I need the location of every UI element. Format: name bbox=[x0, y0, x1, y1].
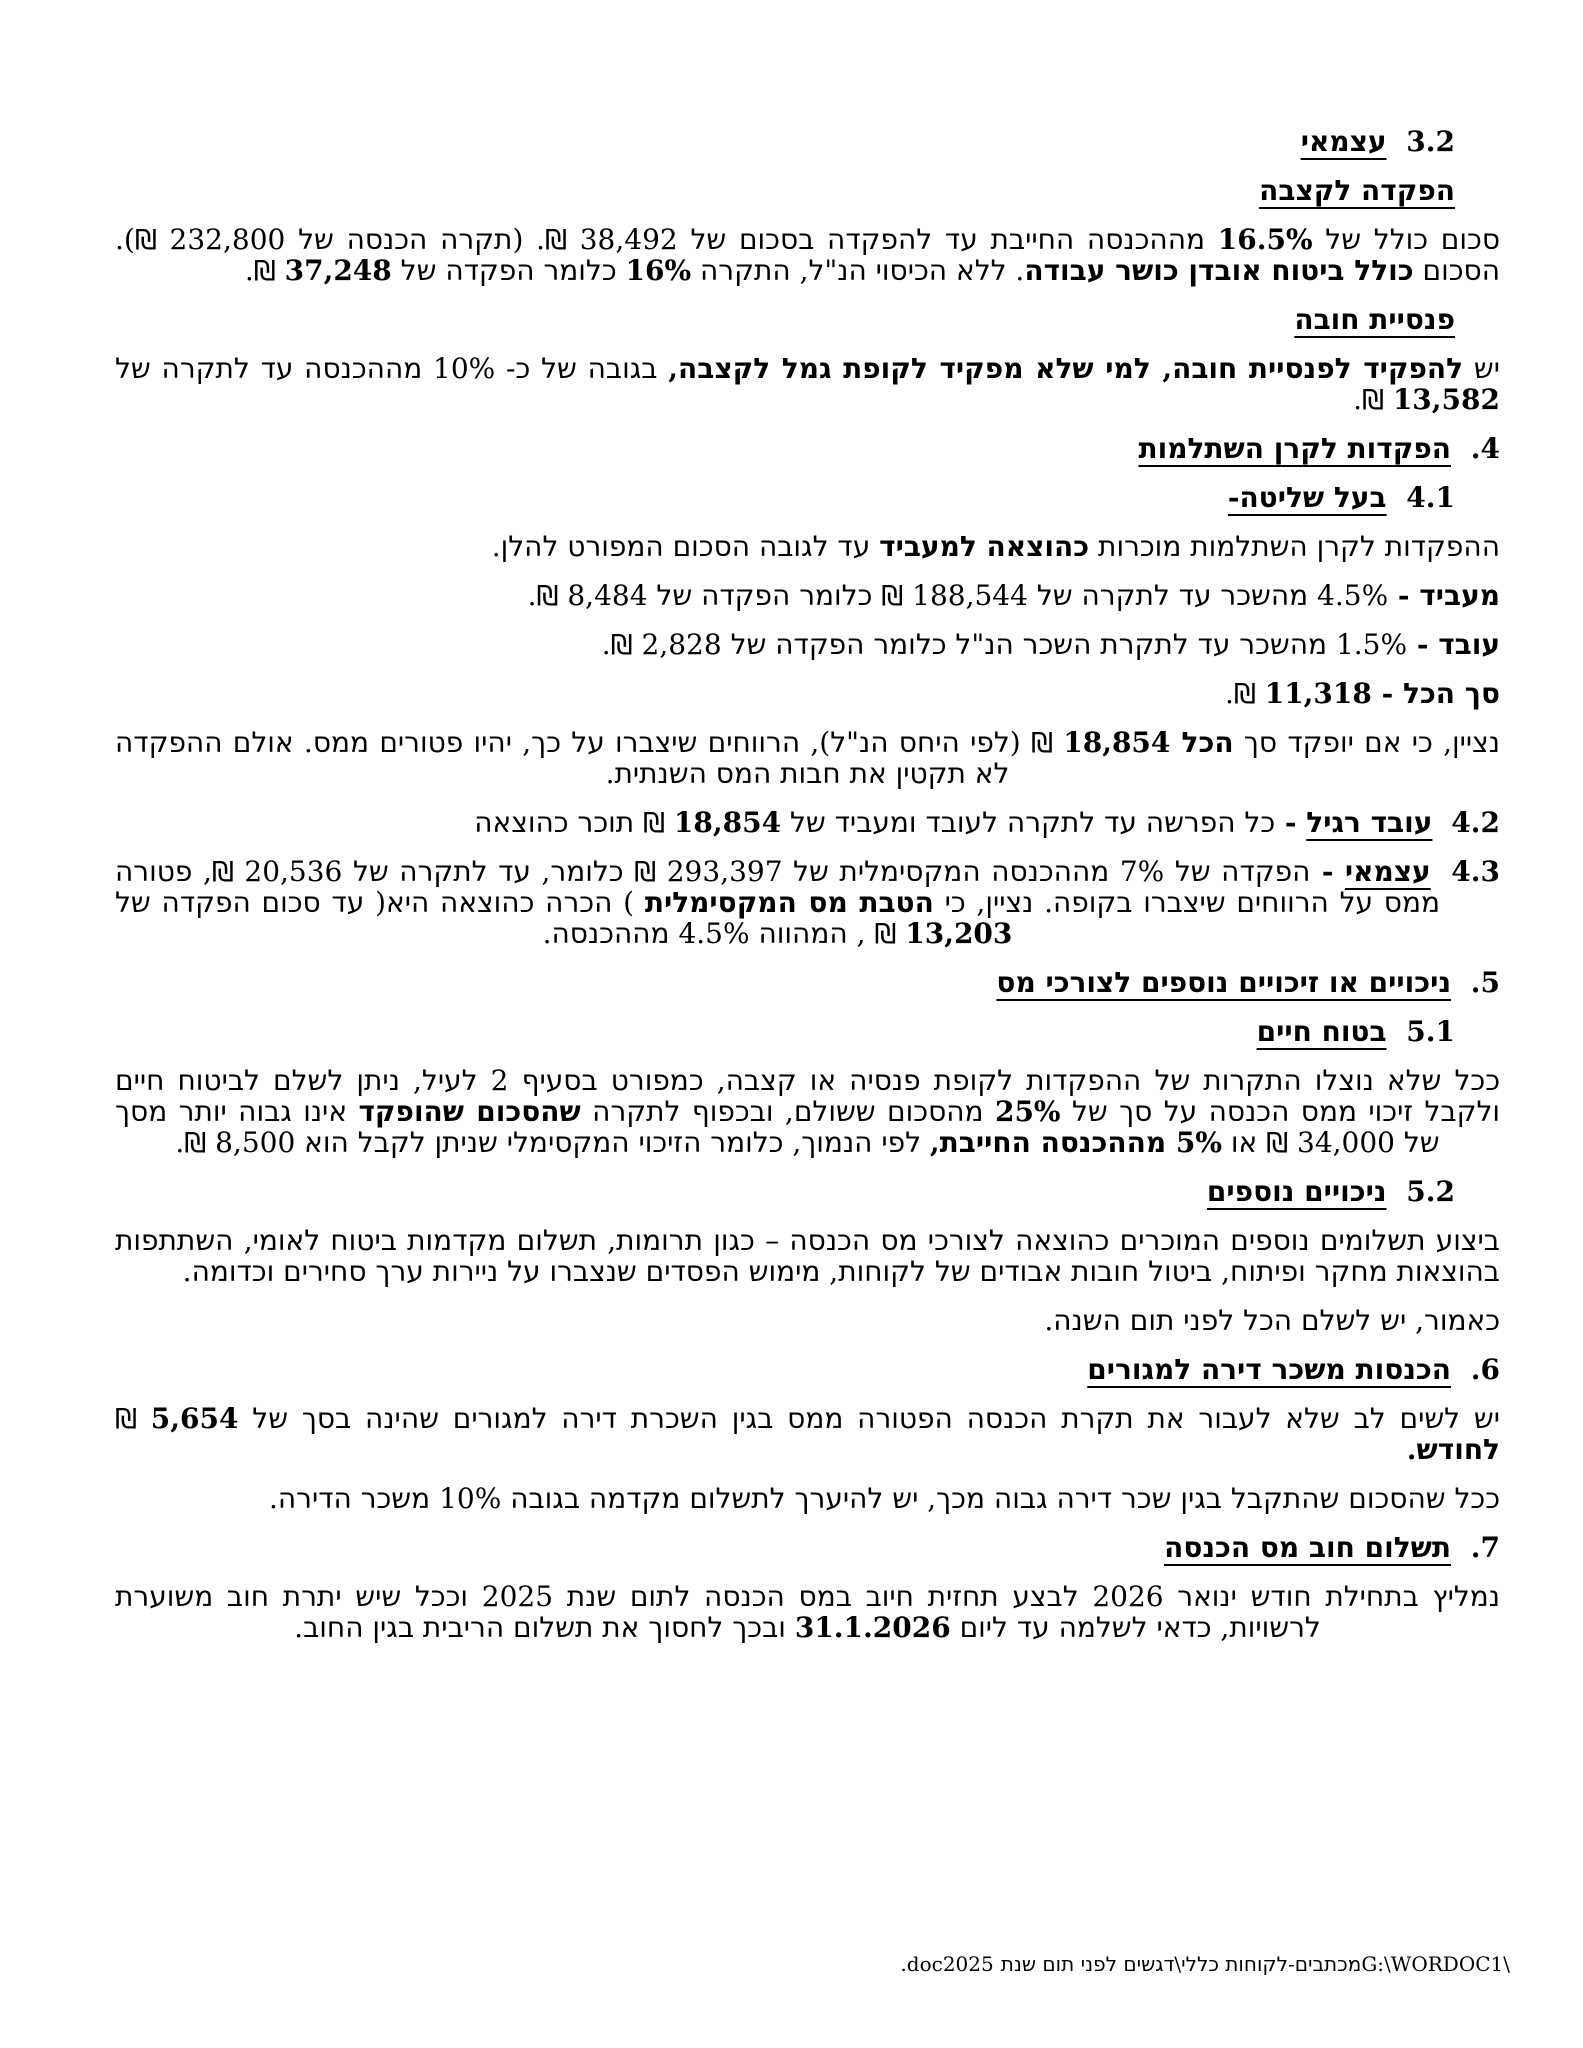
section-title: הפקדה לקצבה bbox=[1259, 174, 1455, 207]
paragraph-pay-before-year-end: כאמור, יש לשלם הכל לפני תום השנה. bbox=[1044, 1304, 1500, 1337]
paragraph-study-fund-intro: ההפקדות לקרן השתלמות מוכרות כהוצאה למעביד עד לגובה הסכום המפורט להלן. bbox=[491, 530, 1500, 563]
section-number: 6. bbox=[1470, 1353, 1500, 1386]
footer-path-prefix: G:\WORDOC1\ bbox=[1361, 1952, 1510, 1976]
line-employer-rate: מעביד - 4.5% מהשכר עד לתקרה של 188,544 ₪ כלומר הפקדה של 8,484 ₪. bbox=[527, 579, 1500, 612]
section-number: 3.2 bbox=[1406, 125, 1455, 158]
heading-5-1-life-insurance bbox=[115, 1016, 1455, 1047]
section-title: פנסיית חובה bbox=[1294, 303, 1455, 336]
heading-5-deductions-credits bbox=[115, 967, 1500, 998]
paragraph-rental-advance: ככל שהסכום שהתקבל בגין שכר דירה גבוה מכך, יש להיערך לתשלום מקדמה בגובה 10% משכר הדירה. bbox=[268, 1482, 1500, 1515]
heading-6-rental-income bbox=[115, 1354, 1500, 1385]
section-title: עצמאי bbox=[1300, 125, 1387, 158]
section-title: בעל שליטה- bbox=[1227, 481, 1387, 514]
footer-file-path bbox=[73, 1952, 1510, 1976]
heading-4-study-fund bbox=[115, 433, 1500, 464]
section-title: הפקדות לקרן השתלמות bbox=[1138, 432, 1452, 465]
heading-5-2-additional-deductions bbox=[115, 1176, 1455, 1207]
section-title: ניכויים נוספים bbox=[1206, 1175, 1387, 1208]
section-number: 4.3 bbox=[1451, 855, 1501, 888]
section-title: ניכויים או זיכויים נוספים לצורכי מס bbox=[996, 966, 1452, 999]
section-number: 5.1 bbox=[1406, 1015, 1455, 1048]
heading-3-2-self-employed bbox=[115, 126, 1455, 157]
paragraph-rental-income: יש לשים לב שלא לעבור את תקרת הכנסה הפטורה ממס בגין השכרת דירה למגורים שהינה בסך של 5,654 ₪ לחודש. bbox=[115, 1402, 1500, 1466]
paragraph-tax-debt: נמליץ בתחילת חודש ינואר 2026 לבצע תחזית חיוב במס הכנסה לתום שנת 2025 וככל שיש יתרת חוב משוערת לרשויות, כדאי לשלמה עד ליום 31.1.2026 ובכך לחסוך את תשלום הריבית בגין החוב. bbox=[115, 1580, 1500, 1644]
item-4-2-regular-employee: 4.2 עובד רגיל - כל הפרשה עד לתקרה לעובד ומעביד של 18,854 ₪ תוכר כהוצאה bbox=[474, 806, 1500, 839]
paragraph-pension-deposit: סכום כולל של 16.5% מההכנסה החייבת עד להפקדה בסכום של 38,492 ₪. (תקרה הכנסה של 232,800 ₪). הסכום כולל ביטוח אובדן כושר עבודה. ללא הכיסוי הנ"ל, התקרה 16% כלומר הפקדה של 37,248 ₪. bbox=[115, 223, 1500, 287]
heading-7-income-tax-debt bbox=[115, 1532, 1500, 1563]
section-number: 4.2 bbox=[1451, 806, 1500, 839]
paragraph-study-fund-note: נציין, כי אם יופקד סך הכל 18,854 ₪ (לפי היחס הנ"ל), הרווחים שיצברו על כך, יהיו פטורים ממס. אולם ההפקדה לא תקטין את חבות המס השנתית. bbox=[115, 726, 1500, 790]
paragraph-additional-deductions: ביצוע תשלומים נוספים המוכרים כהוצאה לצורכי מס הכנסה – כגון תרומות, תשלום מקדמות ביטוח לאומי, השתתפות בהוצאות מחקר ופיתוח, ביטול חובות אבודים של לקוחות, מימוש הפסדים שנצברו על ניירות ערך סחירים וכדומה. bbox=[115, 1224, 1500, 1288]
paragraph-mandatory-pension: יש להפקיד לפנסיית חובה, למי שלא מפקיד לקופת גמל לקצבה, בגובה של כ- 10% מההכנסה עד לתקרה של 13,582 ₪. bbox=[115, 352, 1501, 416]
heading-4-1-controlling-owner bbox=[115, 482, 1455, 513]
footer-path-hebrew: מכתבים-לקוחות כללי\דגשים לפני תום שנת bbox=[1000, 1952, 1362, 1976]
section-number: 5.2 bbox=[1406, 1175, 1455, 1208]
item-label: עובד רגיל bbox=[1306, 806, 1433, 839]
footer-path-suffix: .doc2025 bbox=[900, 1952, 994, 1976]
section-number: 7. bbox=[1470, 1531, 1500, 1564]
paragraph-life-insurance: ככל שלא נוצלו התקרות של ההפקדות לקופת פנסיה או קצבה, כמפורט בסעיף 2 לעיל, ניתן לשלם לביטוח חיים ולקבל זיכוי ממס הכנסה על סך של 25% מהסכום ששולם, ובכפוף לתקרה שהסכום שהופקד אינו גבוה יותר מסך של 34,000 ₪ או 5% מההכנסה החייבת, לפי הנמוך, כלומר הזיכוי המקסימלי שניתן לקבל הוא 8,500 ₪. bbox=[115, 1064, 1501, 1159]
line-employee-rate: עובד - 1.5% מהשכר עד לתקרת השכר הנ"ל כלומר הפקדה של 2,828 ₪. bbox=[601, 628, 1500, 661]
section-number: 4. bbox=[1470, 432, 1500, 465]
heading-pension-deposit bbox=[115, 175, 1455, 206]
section-title: הכנסות משכר דירה למגורים bbox=[1087, 1353, 1452, 1386]
section-title: בטוח חיים bbox=[1256, 1015, 1387, 1048]
heading-mandatory-pension bbox=[115, 304, 1455, 335]
item-label: עצמאי bbox=[1344, 855, 1431, 888]
section-title: תשלום חוב מס הכנסה bbox=[1164, 1531, 1452, 1564]
line-total: סך הכל - 11,318 ₪. bbox=[1224, 677, 1500, 710]
item-4-3-self-employed: 4.3 עצמאי - הפקדה של 7% מההכנסה המקסימלית של 293,397 ₪ כלומר, עד לתקרה של 20,536 ₪, פטורה ממס על הרווחים שיצברו בקופה. נציין, כי הטבת מס המקסימלית ) הכרה כהוצאה היא( עד סכום הפקדה של 13,203 ₪ , המהווה 4.5% מההכנסה. bbox=[115, 855, 1501, 950]
section-number: 4.1 bbox=[1406, 481, 1455, 514]
section-number: 5. bbox=[1470, 966, 1500, 999]
